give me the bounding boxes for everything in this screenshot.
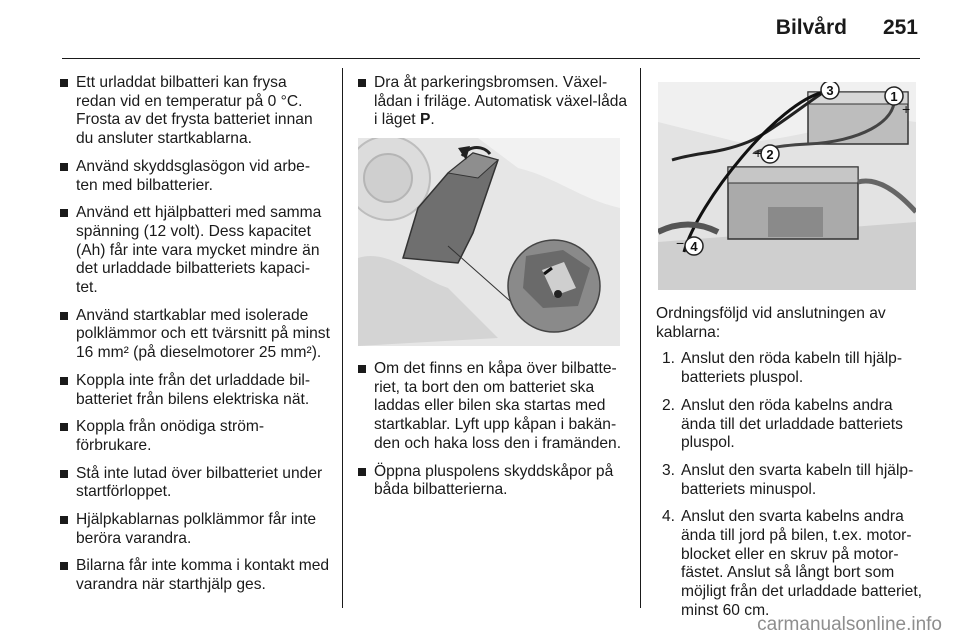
- column-divider: [640, 68, 641, 608]
- list-item: Stå inte lutad över bilbatteriet under startförloppet.: [58, 465, 330, 502]
- step-number: 2.: [662, 396, 676, 414]
- jump-start-drawing: [658, 82, 916, 290]
- battery-cover-drawing: [358, 138, 620, 346]
- step-text: Anslut den röda kabeln till hjälp-batteriets pluspol.: [681, 350, 903, 387]
- step-number: 4.: [662, 508, 676, 526]
- list-item: Använd skyddsglasögon vid arbe-ten med bilbatterier.: [58, 158, 330, 195]
- column-1: [58, 74, 330, 604]
- plus-sign-icon: +: [902, 101, 911, 117]
- step-text: Anslut den svarta kabeln till hjälp-batteriets minuspol.: [681, 461, 914, 498]
- list-item: Öppna pluspolens skyddskåpor på båda bilbatterierna.: [356, 463, 628, 500]
- callout-4: 4: [690, 239, 698, 254]
- callout-2: 2: [766, 147, 774, 162]
- list-item: Om det finns en kåpa över bilbatte-riet, ta bort den om batteriet ska laddas eller bilen ska startas med startkablar. Lyft upp kåpan i bakän-den och haka loss den i framänden.: [356, 360, 628, 454]
- step-number: 1.: [662, 350, 676, 368]
- list-item: [656, 462, 926, 499]
- step-text: Anslut den röda kabelns andra ända till det urladdade batteriets pluspol.: [681, 396, 903, 452]
- page-header: [0, 0, 960, 62]
- list-item: [656, 397, 926, 453]
- page-number: 251: [882, 16, 918, 39]
- page-title: Bilvård: [775, 16, 847, 39]
- list-item: Bilarna får inte komma i kontakt med varandra när starthjälp ges.: [58, 557, 330, 594]
- header-rule: [62, 58, 920, 59]
- step-text: Anslut den svarta kabelns andra ända till jord på bilen, t.ex. motor-blocket eller en skruv på motor-fästet. Anslut så långt bort som möjligt från det urladdade batteriet, minst 60 cm.: [681, 508, 922, 619]
- list-item-text: Dra åt parkeringsbromsen. Växel-lådan i friläge. Automatisk växel-låda i läget: [374, 74, 628, 129]
- column-3-text: [656, 305, 926, 630]
- list-item-end: .: [430, 111, 435, 129]
- list-item: [656, 508, 926, 620]
- gear-position-p: P: [419, 111, 431, 129]
- jump-start-illustration: [658, 82, 916, 290]
- list-item: Hjälpkablarnas polklämmor får inte beröra varandra.: [58, 511, 330, 548]
- list-item: Använd ett hjälpbatteri med samma spänning (12 volt). Dess kapacitet (Ah) får inte vara mycket mindre än det urladdade bilbatteriets kapaci-tet.: [58, 204, 330, 298]
- list-item: Koppla inte från det urladdade bil-batteriet från bilens elektriska nät.: [58, 372, 330, 409]
- bullet-list: [356, 360, 628, 500]
- callout-1: 1: [890, 89, 898, 104]
- bullet-list: [356, 74, 628, 130]
- battery-cover-illustration: [358, 138, 620, 346]
- list-item: [656, 350, 926, 387]
- column-divider: [342, 68, 343, 608]
- list-item: Använd startkablar med isolerade polklämmor och ett tvärsnitt på minst 16 mm² (på dieselmotorer 25 mm²).: [58, 307, 330, 363]
- sequence-intro: Ordningsföljd vid anslutningen av kablarna:: [656, 305, 886, 341]
- plus-sign-icon: +: [754, 145, 763, 161]
- step-list: [656, 350, 926, 620]
- list-item: Koppla från onödiga ström-förbrukare.: [58, 418, 330, 455]
- callout-3: 3: [826, 83, 834, 98]
- list-item: [356, 74, 628, 130]
- watermark: carmanualsonline.info: [757, 614, 942, 635]
- bullet-list: [58, 74, 330, 595]
- column-2: [356, 74, 628, 139]
- minus-sign-icon: −: [676, 235, 685, 251]
- list-item: Ett urladdat bilbatteri kan frysa redan vid en temperatur på 0 °C. Frosta av det frysta batteriet innan du ansluter startkablarna.: [58, 74, 330, 149]
- step-number: 3.: [662, 461, 676, 479]
- column-2-lower: [356, 360, 628, 509]
